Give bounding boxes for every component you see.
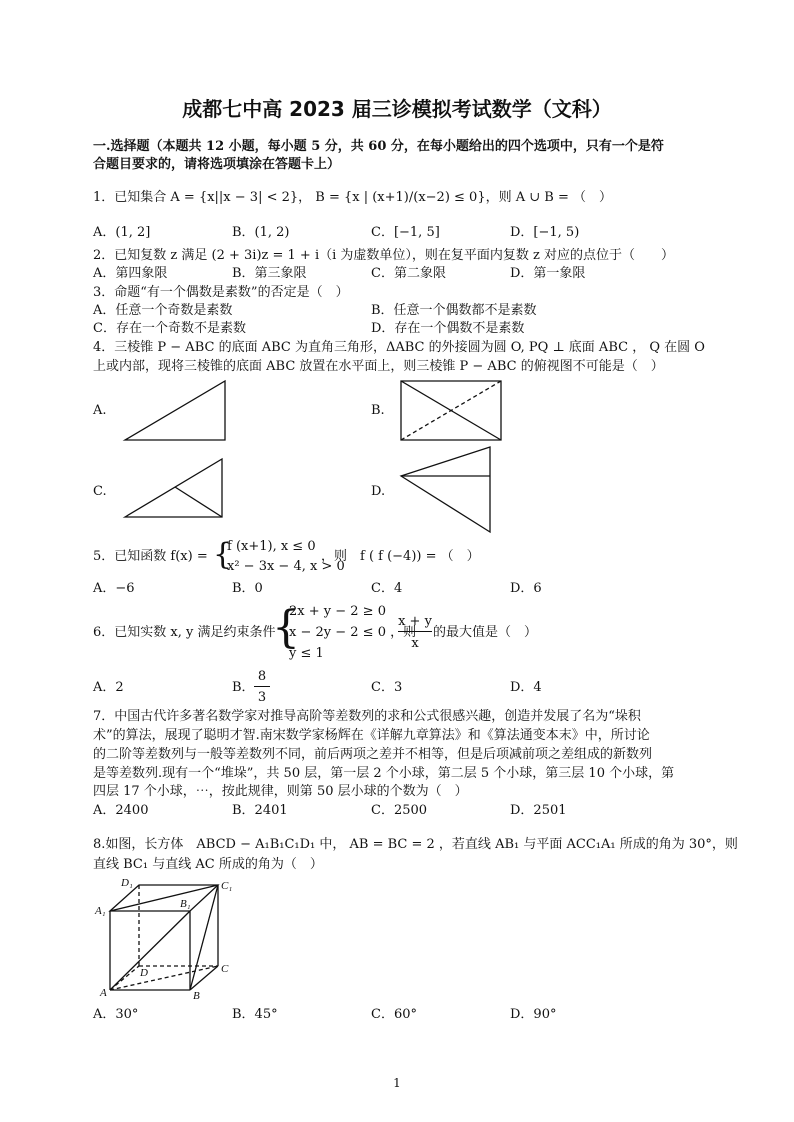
q5-option-a: A．−6 [93,581,135,596]
q4-option-c: C. [93,484,107,499]
q5-stem: 5．已知函数 f(x) = [93,549,208,564]
label-D: D [140,967,148,979]
label-B1: B₁ [180,898,191,910]
q6-option-a: A．2 [93,680,124,695]
q3-option-d: D．存在一个偶数不是素数 [371,321,525,336]
q6-tail: 的最大值是（ ） [433,625,538,640]
q6-option-c: C．3 [371,680,403,695]
q1-option-a: A．(1, 2] [93,225,151,240]
q6-constraint1: 2x + y − 2 ≥ 0 [289,604,386,619]
label-C: C [221,963,229,975]
q3-stem: 3．命题“有一个偶数是素数”的否定是（ ） [93,285,349,300]
q8-option-d: D．90° [510,1007,557,1022]
q5-option-b: B．0 [232,581,263,596]
q5-option-d: D．6 [510,581,542,596]
page-number: 1 [393,1076,401,1090]
q7-stem-line4: 是等差数列.现有一个“堆垛”，共 50 层，第一层 2 个小球，第二层 5 个小球，第三层 10 个小球，第 [93,766,675,781]
q2-option-c: C．第二象限 [371,266,446,281]
label-D1: D₁ [121,877,133,889]
q1-option-d: D．[−1, 5) [510,225,580,240]
q4-option-a: A. [93,403,107,418]
q4-option-b: B. [371,403,385,418]
q6-fraction-numerator: x + y [398,614,432,629]
q3-option-c: C．存在一个奇数不是素数 [93,321,246,336]
label-B: B [193,990,200,1002]
q2-option-d: D．第一象限 [510,266,586,281]
q8-option-a: A．30° [93,1007,139,1022]
q8-stem-line1: 8.如图，长方体 ABCD − A₁B₁C₁D₁ 中， AB = BC = 2 ，若直线 AB₁ 与平面 ACC₁A₁ 所成的角为 30°，则 [93,837,738,852]
q6-option-d: D．4 [510,680,542,695]
q6-fraction-denominator: x [411,636,419,651]
q7-option-b: B．2401 [232,803,288,818]
q3-option-b: B．任意一个偶数都不是素数 [371,303,537,318]
q6-brace: { [272,602,300,653]
q6-option-b-numerator: 8 [257,669,267,684]
q8-option-b: B．45° [232,1007,278,1022]
q8-option-c: C．60° [371,1007,417,1022]
q4-stem-line1: 4．三棱锥 P − ABC 的底面 ABC 为直角三角形，ΔABC 的外接圆为圆 O, PQ ⊥ 底面 ABC ， Q 在圆 O [93,340,705,355]
q8-stem-line2: 直线 BC₁ 与直线 AC 所成的角为（ ） [93,857,323,872]
q1-option-c: C．[−1, 5] [371,225,440,240]
q2-stem: 2．已知复数 z 满足 (2 + 3i)z = 1 + i（i 为虚数单位），则在复平面内复数 z 对应的点位于（ ） [93,248,675,263]
section-header-line2: 合题目要求的，请将选项填涂在答题卡上） [93,157,341,172]
q6-stem: 6．已知实数 x, y 满足约束条件 [93,625,276,640]
q4-stem-line2: 上或内部，现将三棱锥的底面 ABC 放置在水平面上，则三棱锥 P − ABC 的俯视图不可能是（ ） [93,359,664,374]
q6-constraint2: x − 2y − 2 ≤ 0 ，则 [289,625,417,640]
section-header-line1: 一.选择题（本题共 12 小题，每小题 5 分，共 60 分，在每小题给出的四个选项中，只有一个是符 [93,139,664,154]
q2-option-a: A．第四象限 [93,266,168,281]
q6-option-b: B． [232,680,255,695]
q5-brace: { [213,537,233,572]
q7-option-a: A．2400 [93,803,149,818]
q5-case2: x² − 3x − 4, x > 0 [227,559,345,574]
q7-stem-line1: 7．中国古代许多著名数学家对推导高阶等差数列的求和公式很感兴趣，创造并发展了名为“垛积 [93,709,641,724]
q7-option-c: C．2500 [371,803,428,818]
q1-stem: 1．已知集合 A = {x||x − 3| < 2}， B = {x | (x+1)/(x−2) ≤ 0}，则 A ∪ B = （ ） [93,190,612,205]
q6-option-b-denominator: 3 [257,690,267,705]
q1-option-b: B．(1, 2) [232,225,290,240]
q2-option-b: B．第三象限 [232,266,307,281]
q7-stem-line2: 术”的算法，展现了聪明才智.南宋数学家杨辉在《详解九章算法》和《算法通变本末》中，所讨论 [93,728,650,743]
q6-constraint3: y ≤ 1 [289,646,324,661]
label-A: A [100,987,107,999]
q7-stem-line5: 四层 17 个小球，⋯，按此规律，则第 50 层小球的个数为（ ） [93,784,468,799]
q3-option-a: A．任意一个奇数是素数 [93,303,233,318]
q4-option-d: D. [371,484,386,499]
q5-case1: f (x+1), x ≤ 0 [227,539,316,554]
q7-stem-line3: 的二阶等差数列与一般等差数列不同，前后两项之差并不相等，但是后项减前项之差组成的新数列 [93,747,653,762]
label-C1: C₁ [221,880,233,892]
label-A1: A₁ [95,905,106,917]
q5-option-c: C．4 [371,581,403,596]
page-title: 成都七中高 2023 届三诊模拟考试数学（文科） [182,97,612,121]
q7-option-d: D．2501 [510,803,567,818]
q5-tail: ，则 f ( f (−4)) = （ ） [321,549,480,564]
